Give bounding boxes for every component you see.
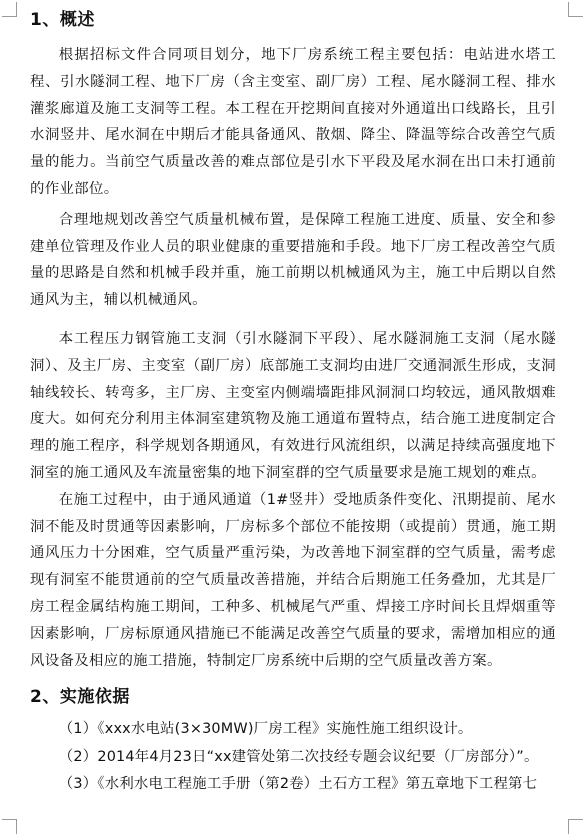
overview-paragraph-2: 合理地规划改善空气质量机械布置，是保障工程施工进度、质量、安全和参建单位管理及作业人员的职业健康的重要措施和手段。地下厂房工程改善空气质量的思路是自然和机械手段并重，施工前期以机械通风为主，施工中后期以自然通风为主，辅以机械通风。: [30, 211, 556, 309]
basis-item-1: （1）《xxx水电站(3×30MW)厂房工程》实施性施工组织设计。: [58, 721, 473, 738]
basis-list: [30, 716, 556, 799]
crop-mark-top-right: [568, 2, 583, 17]
crop-mark-bottom-left: [2, 819, 17, 834]
crop-mark-bottom-right: [568, 819, 583, 834]
crop-mark-top-left: [2, 2, 17, 17]
basis-item-3: （3）《水利水电工程施工手册（第2卷）土石方工程》第五章地下工程第七: [58, 776, 538, 793]
document-body: [30, 5, 556, 799]
section-heading-overview: 1、概述: [30, 10, 95, 30]
section-heading-basis: 2、实施依据: [30, 687, 130, 708]
basis-item-2: （2）2014年4月23日“xx建管处第二次技经专题会议纪要（厂房部分）”。: [58, 748, 539, 765]
overview-paragraph-4: 在施工过程中，由于通风通道（1#竖井）受地质条件变化、汛期提前、尾水洞不能及时贯通等因素影响，厂房标多个部位不能按期（或提前）贯通，施工期通风压力十分困难，空气质量严重污染，为改善地下洞室群的空气质量，需考虑现有洞室不能贯通前的空气质量改善措施，并结合后期施工任务叠加，尤其是厂房工程金属结构施工期间，工种多、机械尾气严重、焊接工序时间长且焊烟重等因素影响，厂房标原通风措施已不能满足改善空气质量的要求，需增加相应的通风设备及相应的施工措施，特制定厂房系统中后期的空气质量改善方案。: [30, 491, 556, 669]
overview-paragraph-3: 本工程压力钢管施工支洞（引水隧洞下平段）、尾水隧洞施工支洞（尾水隧洞）、及主厂房、主变室（副厂房）底部施工支洞均由进厂交通洞派生形成，支洞轴线较长、转弯多，主厂房、主变室内侧端墙距排风洞洞口均较远，通风散烟难度大。如何充分利用主体洞室建筑物及施工通道布置特点，结合施工进度制定合理的施工程序，科学规划各期通风，有效进行风流组织，以满足持续高强度地下洞室的施工通风及车流量密集的地下洞室群的空气质量要求是施工规划的难点。: [30, 330, 556, 481]
overview-paragraph-1: 根据招标文件合同项目划分，地下厂房系统工程主要包括：电站进水塔工程、引水隧洞工程、地下厂房（含主变室、副厂房）工程、尾水隧洞工程、排水灌浆廊道及施工支洞等工程。本工程在开挖期间直接对外通道出口线路长，且引水洞竖井、尾水洞在中期后才能具备通风、散烟、降尘、降温等综合改善空气质量的能力。当前空气质量改善的难点部位是引水下平段及尾水洞在出口未打通前的作业部位。: [30, 47, 556, 197]
